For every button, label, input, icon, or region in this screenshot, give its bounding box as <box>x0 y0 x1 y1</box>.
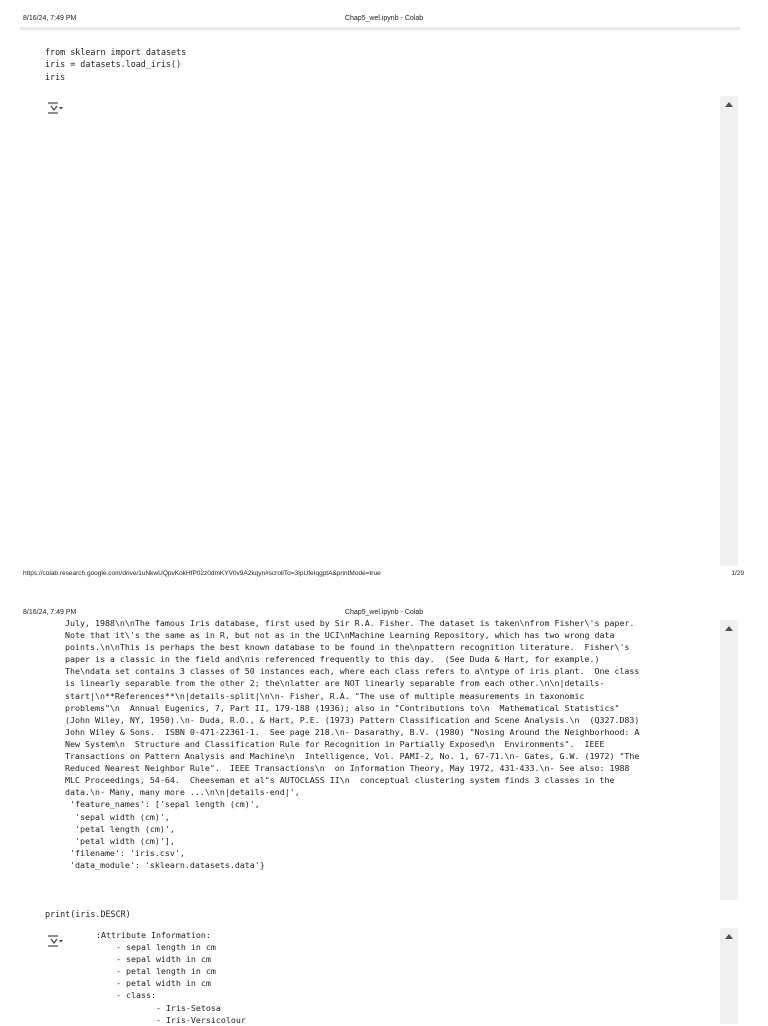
output-line: July, 1988\n\nThe famous Iris database, first used by Sir R.A. Fisher. The dataset is taken\nfrom Fisher\'s paper. <box>45 618 635 628</box>
print-title: Chap5_wel.ipynb - Colab <box>344 15 424 22</box>
code-cell-1[interactable] <box>45 46 186 83</box>
code-line: iris = datasets.load_iris() <box>45 59 182 70</box>
scroll-up-icon[interactable] <box>725 934 733 939</box>
output-line: - class: <box>96 990 156 1001</box>
output-line: start|\n**References**\n|details-split|\n\n- Fisher, R.A. "The use of multiple measurements in taxonomic <box>45 690 585 701</box>
output-line: - petal width in cm <box>96 978 211 989</box>
output-line: - sepal width in cm <box>96 954 211 965</box>
output-scrollbar-2[interactable] <box>720 620 738 900</box>
output-line: 'filename': 'iris.csv', <box>45 847 185 858</box>
output-scrollbar-3[interactable] <box>720 928 738 1024</box>
print-date: 8/16/24, 7:49 PM <box>23 609 77 616</box>
output-line: 'petal width (cm)'], <box>45 835 175 846</box>
output-line: (John Wiley, NY, 1950).\n- Duda, R.O., & Hart, P.E. (1973) Pattern Classification and Scene Analysis.\n (Q327.D83) <box>45 714 640 725</box>
print-title: Chap5_wel.ipynb - Colab <box>344 609 424 616</box>
print-date: 8/16/24, 7:49 PM <box>23 15 77 22</box>
output-line: points.\n\nThis is perhaps the best known database to be found in the\npattern recognition literature. Fisher\'s <box>45 642 630 653</box>
output-line: data.\n- Many, many more ...\n\n|details-end|', <box>45 787 300 798</box>
output-scrollbar-1[interactable] <box>720 96 738 566</box>
output-text-iris <box>45 617 639 871</box>
output-line: - petal length in cm <box>96 966 216 977</box>
scroll-up-icon[interactable] <box>725 626 733 631</box>
output-line: 'petal length (cm)', <box>45 823 175 834</box>
page-number: 1/29 <box>731 570 744 577</box>
output-line: New System\n Structure and Classification Rule for Recognition in Partially Exposed\n Environments". IEEE <box>45 738 605 749</box>
output-line: Note that it\'s the same as in R, but not as in the UCI\nMachine Learning Repository, which has two wrong data <box>45 630 615 641</box>
scroll-up-icon[interactable] <box>725 102 733 107</box>
output-line: - sepal length in cm <box>96 942 216 953</box>
code-cell-2[interactable] <box>45 908 131 920</box>
code-line: iris <box>45 71 66 82</box>
output-line: is linearly separable from the other 2; the\nlatter are NOT linearly separable from each other.\n\n|details- <box>45 678 605 689</box>
output-line: 'data_module': 'sklearn.datasets.data'} <box>45 859 265 870</box>
cell-top-border <box>20 27 740 30</box>
print-header-page-1 <box>0 12 768 24</box>
code-line: print(iris.DESCR) <box>45 909 131 919</box>
output-line: - Iris-Versicolour <box>96 1014 246 1025</box>
output-line: 'sepal width (cm)', <box>45 811 170 822</box>
collapse-output-icon[interactable] <box>47 101 63 115</box>
collapse-output-icon[interactable] <box>47 934 63 948</box>
output-line: The\ndata set contains 3 classes of 50 instances each, where each class refers to a\ntype of iris plant. One class <box>45 666 640 677</box>
output-line: - Iris-Setosa <box>96 1002 221 1013</box>
output-line: :Attribute Information: <box>96 930 211 940</box>
output-line: Transactions on Pattern Analysis and Machine\n Intelligence, Vol. PAMI-2, No. 1, 67-71.\n- Gates, G.W. (1972) "The <box>45 751 640 762</box>
print-url: https://colab.research.google.com/drive/1uNkwUQpvKokHfP02z0dmKYV0v9A2kqyn#scrollTo=3IpUfeIqgptA&printMode=true <box>23 570 381 577</box>
output-line: John Wiley & Sons. ISBN 0-471-22361-1. See page 218.\n- Dasarathy, B.V. (1980) "Nosing Around the Neighborhood: A <box>45 726 640 737</box>
output-line: Reduced Nearest Neighbor Rule". IEEE Transactions\n on Information Theory, May 1972, 431-433.\n- See also: 1988 <box>45 763 630 774</box>
code-line: from sklearn import datasets <box>45 47 187 57</box>
output-line: paper is a classic in the field and\nis referenced frequently to this day. (See Duda & Hart, for example.) <box>45 654 600 665</box>
output-line: problems"\n Annual Eugenics, 7, Part II, 179-188 (1936); also in "Contributions to\n Mathematical Statistics" <box>45 702 620 713</box>
output-line: MLC Proceedings, 54-64. Cheeseman et al"s AUTOCLASS II\n conceptual clustering system finds 3 classes in the <box>45 775 615 786</box>
output-line: 'feature_names': ['sepal length (cm)', <box>45 799 260 810</box>
output-text-descr <box>96 929 246 1026</box>
